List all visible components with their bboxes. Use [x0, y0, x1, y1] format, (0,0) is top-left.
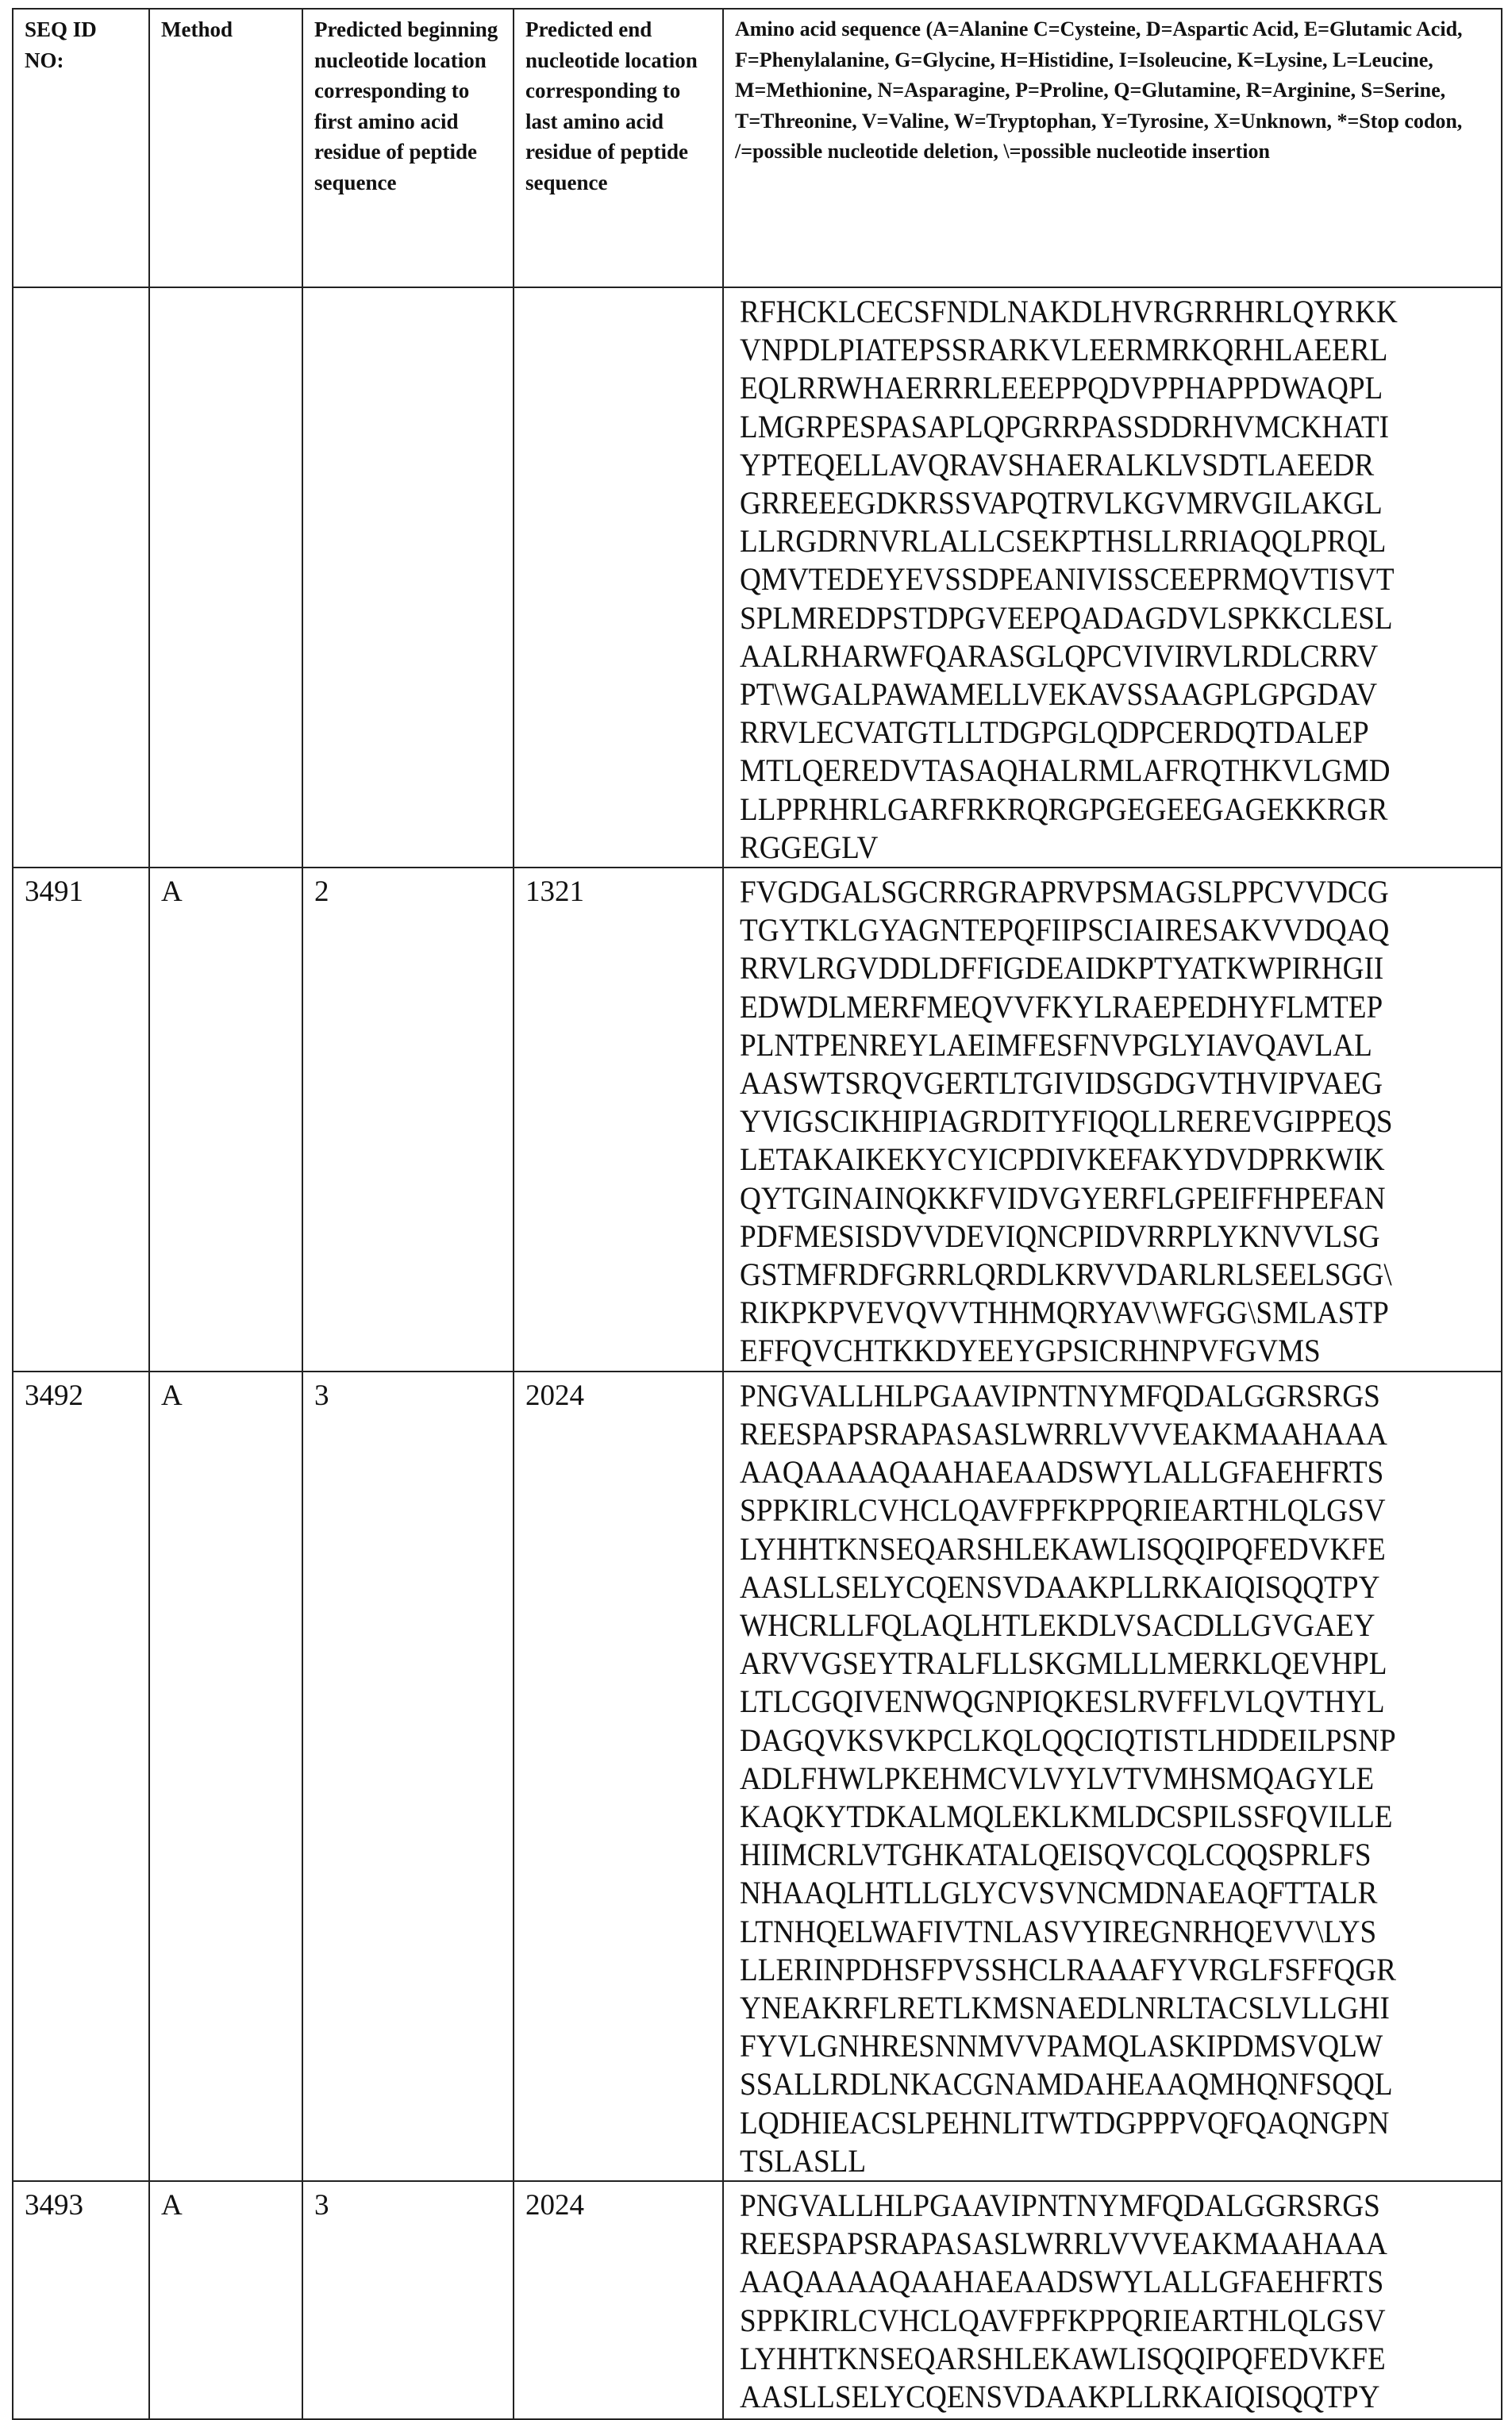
sequence-line: AASLLSELYCQENSVDAAKPLLRKAIQISQQTPY	[740, 1568, 1445, 1606]
sequence-line: LMGRPESPASAPLQPGRRPASSDDRHVMCKHATI	[740, 408, 1445, 446]
sequence-line: NHAAQLHTLLGLYCVSVNCMDNAEAQFTTALR	[740, 1874, 1445, 1912]
table-row	[13, 1372, 1502, 2181]
sequence-line: LLRGDRNVRLALLCSEKPTHSLLRRIAQQLPRQL	[740, 522, 1445, 560]
sequence-line: LTLCGQIVENWQGNPIQKESLRVFFLVLQVTHYL	[740, 1683, 1445, 1721]
sequence-line: AASLLSELYCQENSVDAAKPLLRKAIQISQQTPY	[740, 2378, 1445, 2416]
sequence-line: FYVLGNHRESNNMVVPAMQLASKIPDMSVQLW	[740, 2027, 1445, 2065]
sequence-line: ARVVGSEYTRALFLLSKGMLLLMERKLQEVHPL	[740, 1645, 1445, 1683]
sequence-line: RRVLRGVDDLDFFIGDEAIDKPTYATKWPIRHGII	[740, 949, 1445, 987]
begin-cell: 3	[302, 1372, 514, 2181]
seq-id-cell	[13, 287, 149, 868]
header-method: Method	[149, 9, 302, 287]
sequence-line: GSTMFRDFGRRLQRDLKRVVDARLRLSEELSGG\	[740, 1256, 1445, 1294]
sequence-line: AAQAAAAQAAHAEAADSWYLALLGFAEHFRTS	[740, 2263, 1445, 2301]
sequence-line: LYHHTKNSEQARSHLEKAWLISQQIPQFEDVKFE	[740, 2340, 1445, 2378]
sequence-line: EQLRRWHAERRRLEEEPPQDVPPHAPPDWAQPL	[740, 369, 1445, 407]
header-seq-id: SEQ ID NO:	[13, 9, 149, 287]
method-cell	[149, 287, 302, 868]
sequence-line: LYHHTKNSEQARSHLEKAWLISQQIPQFEDVKFE	[740, 1530, 1445, 1568]
sequence-line: REESPAPSRAPASASLWRRLVVVEAKMAAHAAA	[740, 2225, 1445, 2263]
sequence-line: YPTEQELLAVQRAVSHAERALKLVSDTLAEEDR	[740, 446, 1445, 484]
sequence-line: LLPPRHRLGARFRKRQRGPGEGEEGAGEKKRGR	[740, 791, 1445, 829]
sequence-line: HIIMCRLVTGHKATALQEISQVCQLCQQSPRLFS	[740, 1836, 1445, 1874]
sequence-cell	[723, 868, 1502, 1372]
method-cell: A	[149, 868, 302, 1372]
table-row	[13, 2181, 1502, 2419]
sequence-line: PNGVALLHLPGAAVIPNTNYMFQDALGGRSRGS	[740, 1377, 1445, 1415]
sequence-line: SPPKIRLCVHCLQAVFPFKPPQRIEARTHLQLGSV	[740, 1491, 1445, 1529]
table-row	[13, 287, 1502, 868]
sequence-line: PLNTPENREYLAEIMFESFNVPGLYIAVQAVLAL	[740, 1026, 1445, 1064]
sequence-line: AALRHARWFQARASGLQPCVIVIRVLRDLCRRV	[740, 637, 1445, 675]
end-cell: 2024	[514, 1372, 723, 2181]
sequence-line: TGYTKLGYAGNTEPQFIIPSCIAIRESAKVVDQAQ	[740, 911, 1445, 949]
sequence-line: SSALLRDLNKACGNAMDAHEAAQMHQNFSQQL	[740, 2065, 1445, 2103]
sequence-line: VNPDLPIATEPSSRARKVLEERMRKQRHLAEERL	[740, 331, 1445, 369]
sequence-cell	[723, 2181, 1502, 2419]
sequence-line: LTNHQELWAFIVTNLASVYIREGNRHQEVV\LYS	[740, 1913, 1445, 1951]
sequence-line: REESPAPSRAPASASLWRRLVVVEAKMAAHAAA	[740, 1415, 1445, 1453]
sequence-cell	[723, 287, 1502, 868]
sequence-line: GRREEEGDKRSSVAPQTRVLKGVMRVGILAKGL	[740, 484, 1445, 522]
sequence-line: AAQAAAAQAAHAEAADSWYLALLGFAEHFRTS	[740, 1453, 1445, 1491]
sequence-line: PNGVALLHLPGAAVIPNTNYMFQDALGGRSRGS	[740, 2187, 1445, 2225]
sequence-line: SPLMREDPSTDPGVEEPQADAGDVLSPKKCLESL	[740, 599, 1445, 637]
sequence-line: YVIGSCIKHIPIAGRDITYFIQQLLREREVGIPPEQS	[740, 1102, 1445, 1141]
sequence-line: TSLASLL	[740, 2142, 1445, 2180]
sequence-line: PDFMESISDVVDEVIQNCPIDVRRPLYKNVVLSG	[740, 1218, 1445, 1256]
sequence-line: FVGDGALSGCRRGRAPRVPSMAGSLPPCVVDCG	[740, 873, 1445, 911]
header-row	[13, 9, 1502, 287]
sequence-table	[12, 8, 1502, 2420]
seq-id-cell: 3493	[13, 2181, 149, 2419]
sequence-cell	[723, 1372, 1502, 2181]
end-cell: 2024	[514, 2181, 723, 2419]
sequence-line: SPPKIRLCVHCLQAVFPFKPPQRIEARTHLQLGSV	[740, 2302, 1445, 2340]
sequence-line: PT\WGALPAWAMELLVEKAVSSAAGPLGPGDAV	[740, 675, 1445, 714]
seq-id-cell: 3492	[13, 1372, 149, 2181]
begin-cell	[302, 287, 514, 868]
table-row	[13, 868, 1502, 1372]
sequence-line: QYTGINAINQKKFVIDVGYERFLGPEIFFHPEFAN	[740, 1179, 1445, 1218]
sequence-line: ADLFHWLPKEHMCVLVYLVTVMHSMQAGYLE	[740, 1760, 1445, 1798]
header-begin: Predicted beginning nucleotide location corresponding to first amino acid residue of peptide sequence	[302, 9, 514, 287]
sequence-line: AASWTSRQVGERTLTGIVIDSGDGVTHVIPVAEG	[740, 1064, 1445, 1102]
sequence-line: YNEAKRFLRETLKMSNAEDLNRLTACSLVLLGHI	[740, 1989, 1445, 2027]
sequence-line: MTLQEREDVTASAQHALRMLAFRQTHKVLGMD	[740, 752, 1445, 790]
sequence-line: LLERINPDHSFPVSSHCLRAAAFYVRGLFSFFQGR	[740, 1951, 1445, 1989]
sequence-line: EFFQVCHTKKDYEEYGPSICRHNPVFGVMS	[740, 1332, 1445, 1370]
sequence-line: LETAKAIKEKYCYICPDIVKEFAKYDVDPRKWIK	[740, 1141, 1445, 1179]
end-cell	[514, 287, 723, 868]
sequence-line: WHCRLLFQLAQLHTLEKDLVSACDLLGVGAEY	[740, 1606, 1445, 1645]
header-end: Predicted end nucleotide location corresponding to last amino acid residue of peptide sequence	[514, 9, 723, 287]
sequence-line: KAQKYTDKALMQLEKLKMLDCSPILSSFQVILLE	[740, 1798, 1445, 1836]
sequence-line: EDWDLMERFMEQVVFKYLRAEPEDHYFLMTEP	[740, 988, 1445, 1026]
method-cell: A	[149, 2181, 302, 2419]
sequence-line: RRVLECVATGTLLTDGPGLQDPCERDQTDALEP	[740, 714, 1445, 752]
seq-id-cell: 3491	[13, 868, 149, 1372]
sequence-line: DAGQVKSVKPCLKQLQQCIQTISTLHDDEILPSNP	[740, 1722, 1445, 1760]
method-cell: A	[149, 1372, 302, 2181]
sequence-line: LQDHIEACSLPEHNLITWTDGPPPVQFQAQNGPN	[740, 2104, 1445, 2142]
sequence-line: QMVTEDEYEVSSDPEANIVISSCEEPRMQVTISVT	[740, 560, 1445, 598]
sequence-line: RFHCKLCECSFNDLNAKDLHVRGRRHRLQYRKK	[740, 293, 1445, 331]
sequence-line: RIKPKPVEVQVVTHHMQRYAV\WFGG\SMLASTP	[740, 1294, 1445, 1332]
sequence-line: RGGEGLV	[740, 829, 1445, 867]
header-sequence: Amino acid sequence (A=Alanine C=Cysteine, D=Aspartic Acid, E=Glutamic Acid, F=Phenylalanine, G=Glycine, H=Histidine, I=Isoleucine, K=Lysine, L=Leucine, M=Methionine, N=Asparagine, P=Proline, Q=Glutamine, R=Arginine, S=Serine, T=Threonine, V=Valine, W=Tryptophan, Y=Tyrosine, X=Unknown, *=Stop codon, /=possible nucleotide deletion, \=possible nucleotide insertion	[723, 9, 1502, 287]
end-cell: 1321	[514, 868, 723, 1372]
begin-cell: 3	[302, 2181, 514, 2419]
begin-cell: 2	[302, 868, 514, 1372]
